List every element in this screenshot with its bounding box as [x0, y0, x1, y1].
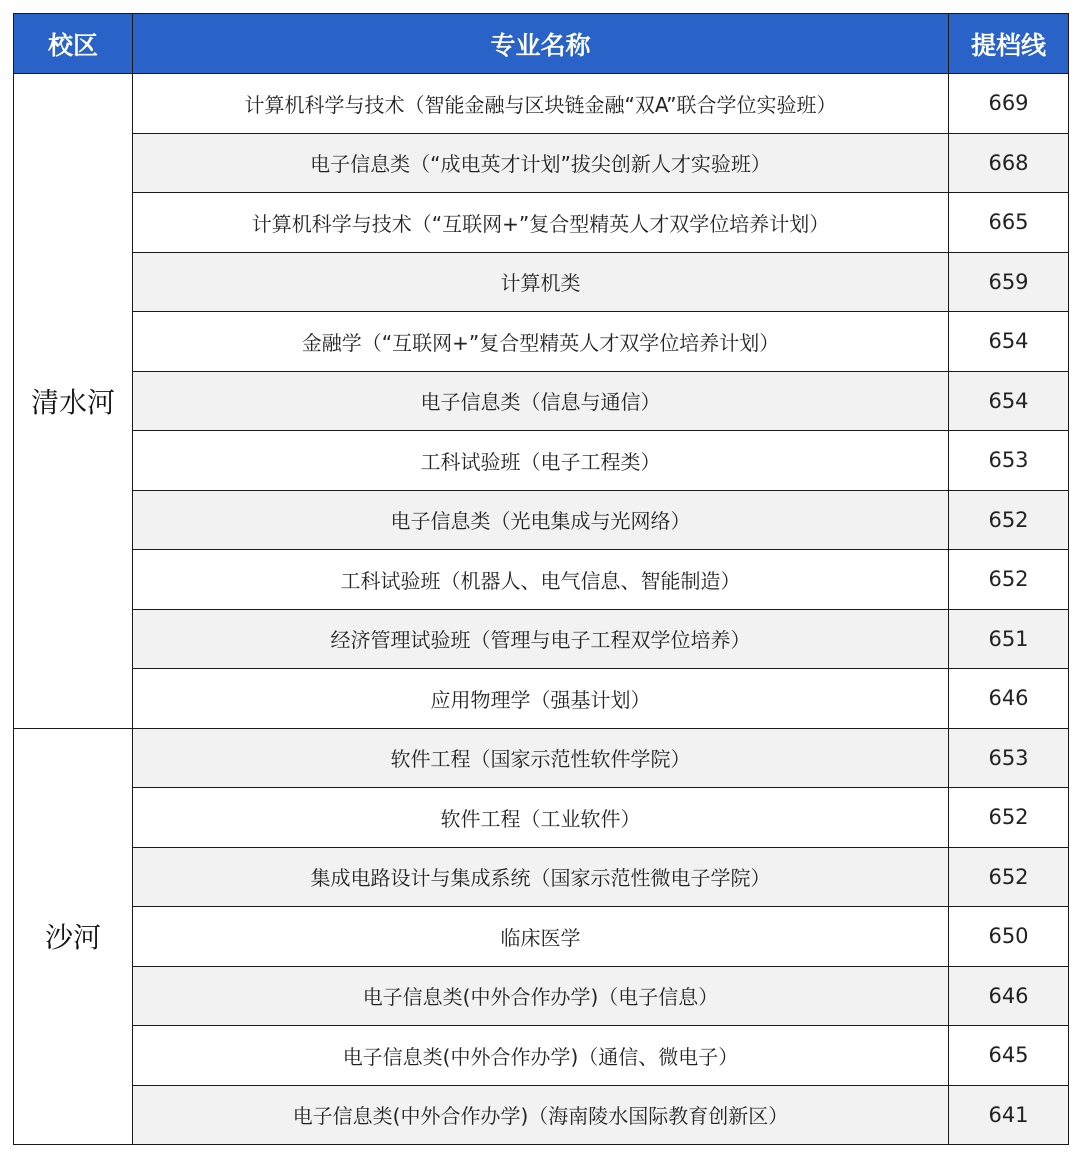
admission-score-table	[13, 13, 1069, 1145]
score-cell: 653	[949, 431, 1069, 491]
major-cell: 电子信息类(中外合作办学)（通信、微电子）	[133, 1026, 949, 1086]
score-cell: 646	[949, 669, 1069, 729]
major-cell: 计算机类	[133, 252, 949, 312]
table-row	[14, 1085, 1069, 1145]
table-row	[14, 312, 1069, 372]
score-cell: 650	[949, 907, 1069, 967]
table-row	[14, 490, 1069, 550]
table-row	[14, 669, 1069, 729]
header-score: 提档线	[949, 14, 1069, 74]
major-cell: 电子信息类（信息与通信）	[133, 371, 949, 431]
score-cell: 652	[949, 490, 1069, 550]
major-cell: 电子信息类(中外合作办学)（海南陵水国际教育创新区）	[133, 1085, 949, 1145]
major-cell: 电子信息类（光电集成与光网络）	[133, 490, 949, 550]
major-cell: 临床医学	[133, 907, 949, 967]
header-major: 专业名称	[133, 14, 949, 74]
table-row	[14, 431, 1069, 491]
score-cell: 654	[949, 312, 1069, 372]
major-cell: 计算机科学与技术（“互联网+”复合型精英人才双学位培养计划）	[133, 193, 949, 253]
major-cell: 集成电路设计与集成系统（国家示范性微电子学院）	[133, 847, 949, 907]
major-cell: 工科试验班（机器人、电气信息、智能制造）	[133, 550, 949, 610]
campus-cell-shahe: 沙河	[14, 728, 133, 1145]
table-row	[14, 133, 1069, 193]
table-row	[14, 788, 1069, 848]
table-header-row	[14, 14, 1069, 74]
major-cell: 电子信息类（“成电英才计划”拔尖创新人才实验班）	[133, 133, 949, 193]
table-row	[14, 1026, 1069, 1086]
major-cell: 软件工程（工业软件）	[133, 788, 949, 848]
campus-cell-qingshuihe: 清水河	[14, 74, 133, 729]
major-cell: 工科试验班（电子工程类）	[133, 431, 949, 491]
score-cell: 652	[949, 550, 1069, 610]
header-campus: 校区	[14, 14, 133, 74]
score-cell: 641	[949, 1085, 1069, 1145]
score-cell: 653	[949, 728, 1069, 788]
table-row	[14, 371, 1069, 431]
major-cell: 电子信息类(中外合作办学)（电子信息）	[133, 966, 949, 1026]
score-cell: 659	[949, 252, 1069, 312]
table-row	[14, 728, 1069, 788]
score-cell: 651	[949, 609, 1069, 669]
major-cell: 软件工程（国家示范性软件学院）	[133, 728, 949, 788]
score-cell: 669	[949, 74, 1069, 134]
table-row	[14, 74, 1069, 134]
major-cell: 经济管理试验班（管理与电子工程双学位培养）	[133, 609, 949, 669]
score-cell: 652	[949, 847, 1069, 907]
score-cell: 665	[949, 193, 1069, 253]
major-cell: 应用物理学（强基计划）	[133, 669, 949, 729]
table-row	[14, 907, 1069, 967]
table-row	[14, 550, 1069, 610]
table-row	[14, 609, 1069, 669]
score-cell: 646	[949, 966, 1069, 1026]
table-row	[14, 966, 1069, 1026]
table-row	[14, 193, 1069, 253]
score-cell: 668	[949, 133, 1069, 193]
major-cell: 计算机科学与技术（智能金融与区块链金融“双A”联合学位实验班）	[133, 74, 949, 134]
table-row	[14, 847, 1069, 907]
score-cell: 652	[949, 788, 1069, 848]
major-cell: 金融学（“互联网+”复合型精英人才双学位培养计划）	[133, 312, 949, 372]
table-row	[14, 252, 1069, 312]
score-cell: 654	[949, 371, 1069, 431]
score-cell: 645	[949, 1026, 1069, 1086]
